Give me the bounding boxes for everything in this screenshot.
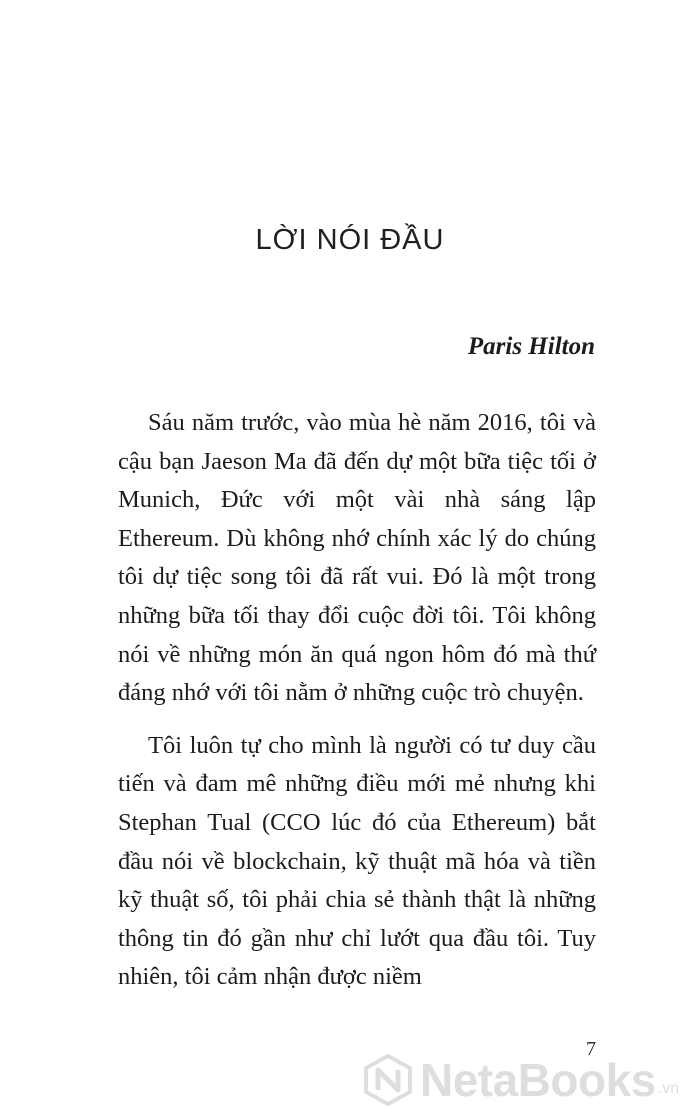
paragraph: Tôi luôn tự cho mình là người có tư duy cầu tiến và đam mê những điều mới mẻ nhưng khi Stephan Tual (CCO lúc đó của Ethereum) bắt đầu nói về blockchain, kỹ thuật mã hóa và tiền kỹ thuật số, tôi phải chia sẻ thành thật là những thông tin đó gần như chỉ lướt qua đầu tôi. Tuy nhiên, tôi cảm nhận được niềm (118, 731, 596, 991)
watermark (362, 1050, 692, 1110)
page-number: 7 (586, 1038, 596, 1060)
watermark-brand: NetaBooks (420, 1054, 656, 1106)
watermark-suffix: .vn (657, 1080, 680, 1097)
chapter-title: LỜI NÓI ĐẦU (255, 224, 445, 256)
body-text (118, 404, 596, 997)
netabooks-logo-icon (362, 1054, 414, 1106)
author-name: Paris Hilton (467, 333, 595, 360)
paragraph: Sáu năm trước, vào mùa hè năm 2016, tôi và cậu bạn Jaeson Ma đã đến dự một bữa tiệc tối ở Munich, Đức với một vài nhà sáng lập Ethereum. Dù không nhớ chính xác lý do chúng tôi dự tiệc song tôi đã rất vui. Đó là một trong những bữa tối thay đổi cuộc đời tôi. Tôi không nói về những món ăn quá ngon hôm đó mà thứ đáng nhớ với tôi nằm ở những cuộc trò chuyện. (118, 409, 596, 707)
